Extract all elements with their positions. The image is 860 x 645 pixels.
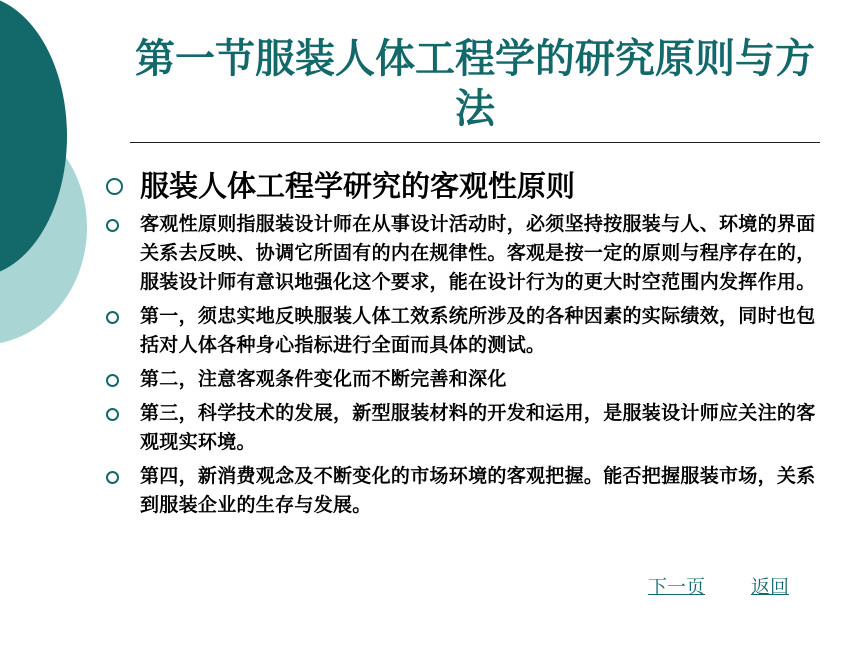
bullet-item-definition	[102, 210, 817, 297]
bullet-text: 第二，注意客观条件变化而不断完善和深化	[140, 368, 507, 390]
bullet-text: 客观性原则指服装设计师在从事设计活动时，必须坚持按服装与人、环境的界面关系去反映、协调它所固有的内在规律性。客观是按一定的原则与程序存在的，服装设计师有意识地强化这个要求，能在设计行为的更大时空范围内发挥作用。	[140, 213, 816, 293]
bullet-item-second	[102, 365, 817, 394]
title-divider	[130, 142, 820, 143]
circle-bullet-icon	[106, 311, 119, 324]
back-link[interactable]: 返回	[751, 576, 790, 598]
bullet-text: 第一，须忠实地反映服装人体工效系统所涉及的各种因素的实际绩效，同时也包括对人体各种身心指标进行全面而具体的测试。	[140, 305, 816, 356]
circle-bullet-icon	[106, 178, 123, 195]
main-bullet-text: 服装人体工程学研究的客观性原则	[140, 169, 576, 203]
bullet-item-first	[102, 302, 817, 360]
slide-title: 第一节服装人体工程学的研究原则与方法	[135, 36, 815, 132]
circle-bullet-icon	[106, 219, 119, 232]
slide-content	[102, 166, 817, 525]
main-bullet-item	[102, 166, 817, 206]
bullet-item-third	[102, 399, 817, 457]
bullet-item-fourth	[102, 462, 817, 520]
next-page-link[interactable]: 下一页	[648, 576, 706, 598]
circle-bullet-icon	[106, 374, 119, 387]
bullet-text: 第四，新消费观念及不断变化的市场环境的客观把握。能否把握服装市场，关系到服装企业的生存与发展。	[140, 465, 816, 516]
circle-bullet-icon	[106, 471, 119, 484]
bullet-text: 第三，科学技术的发展，新型服装材料的开发和运用，是服装设计师应关注的客观现实环境。	[140, 402, 816, 453]
circle-bullet-icon	[106, 408, 119, 421]
